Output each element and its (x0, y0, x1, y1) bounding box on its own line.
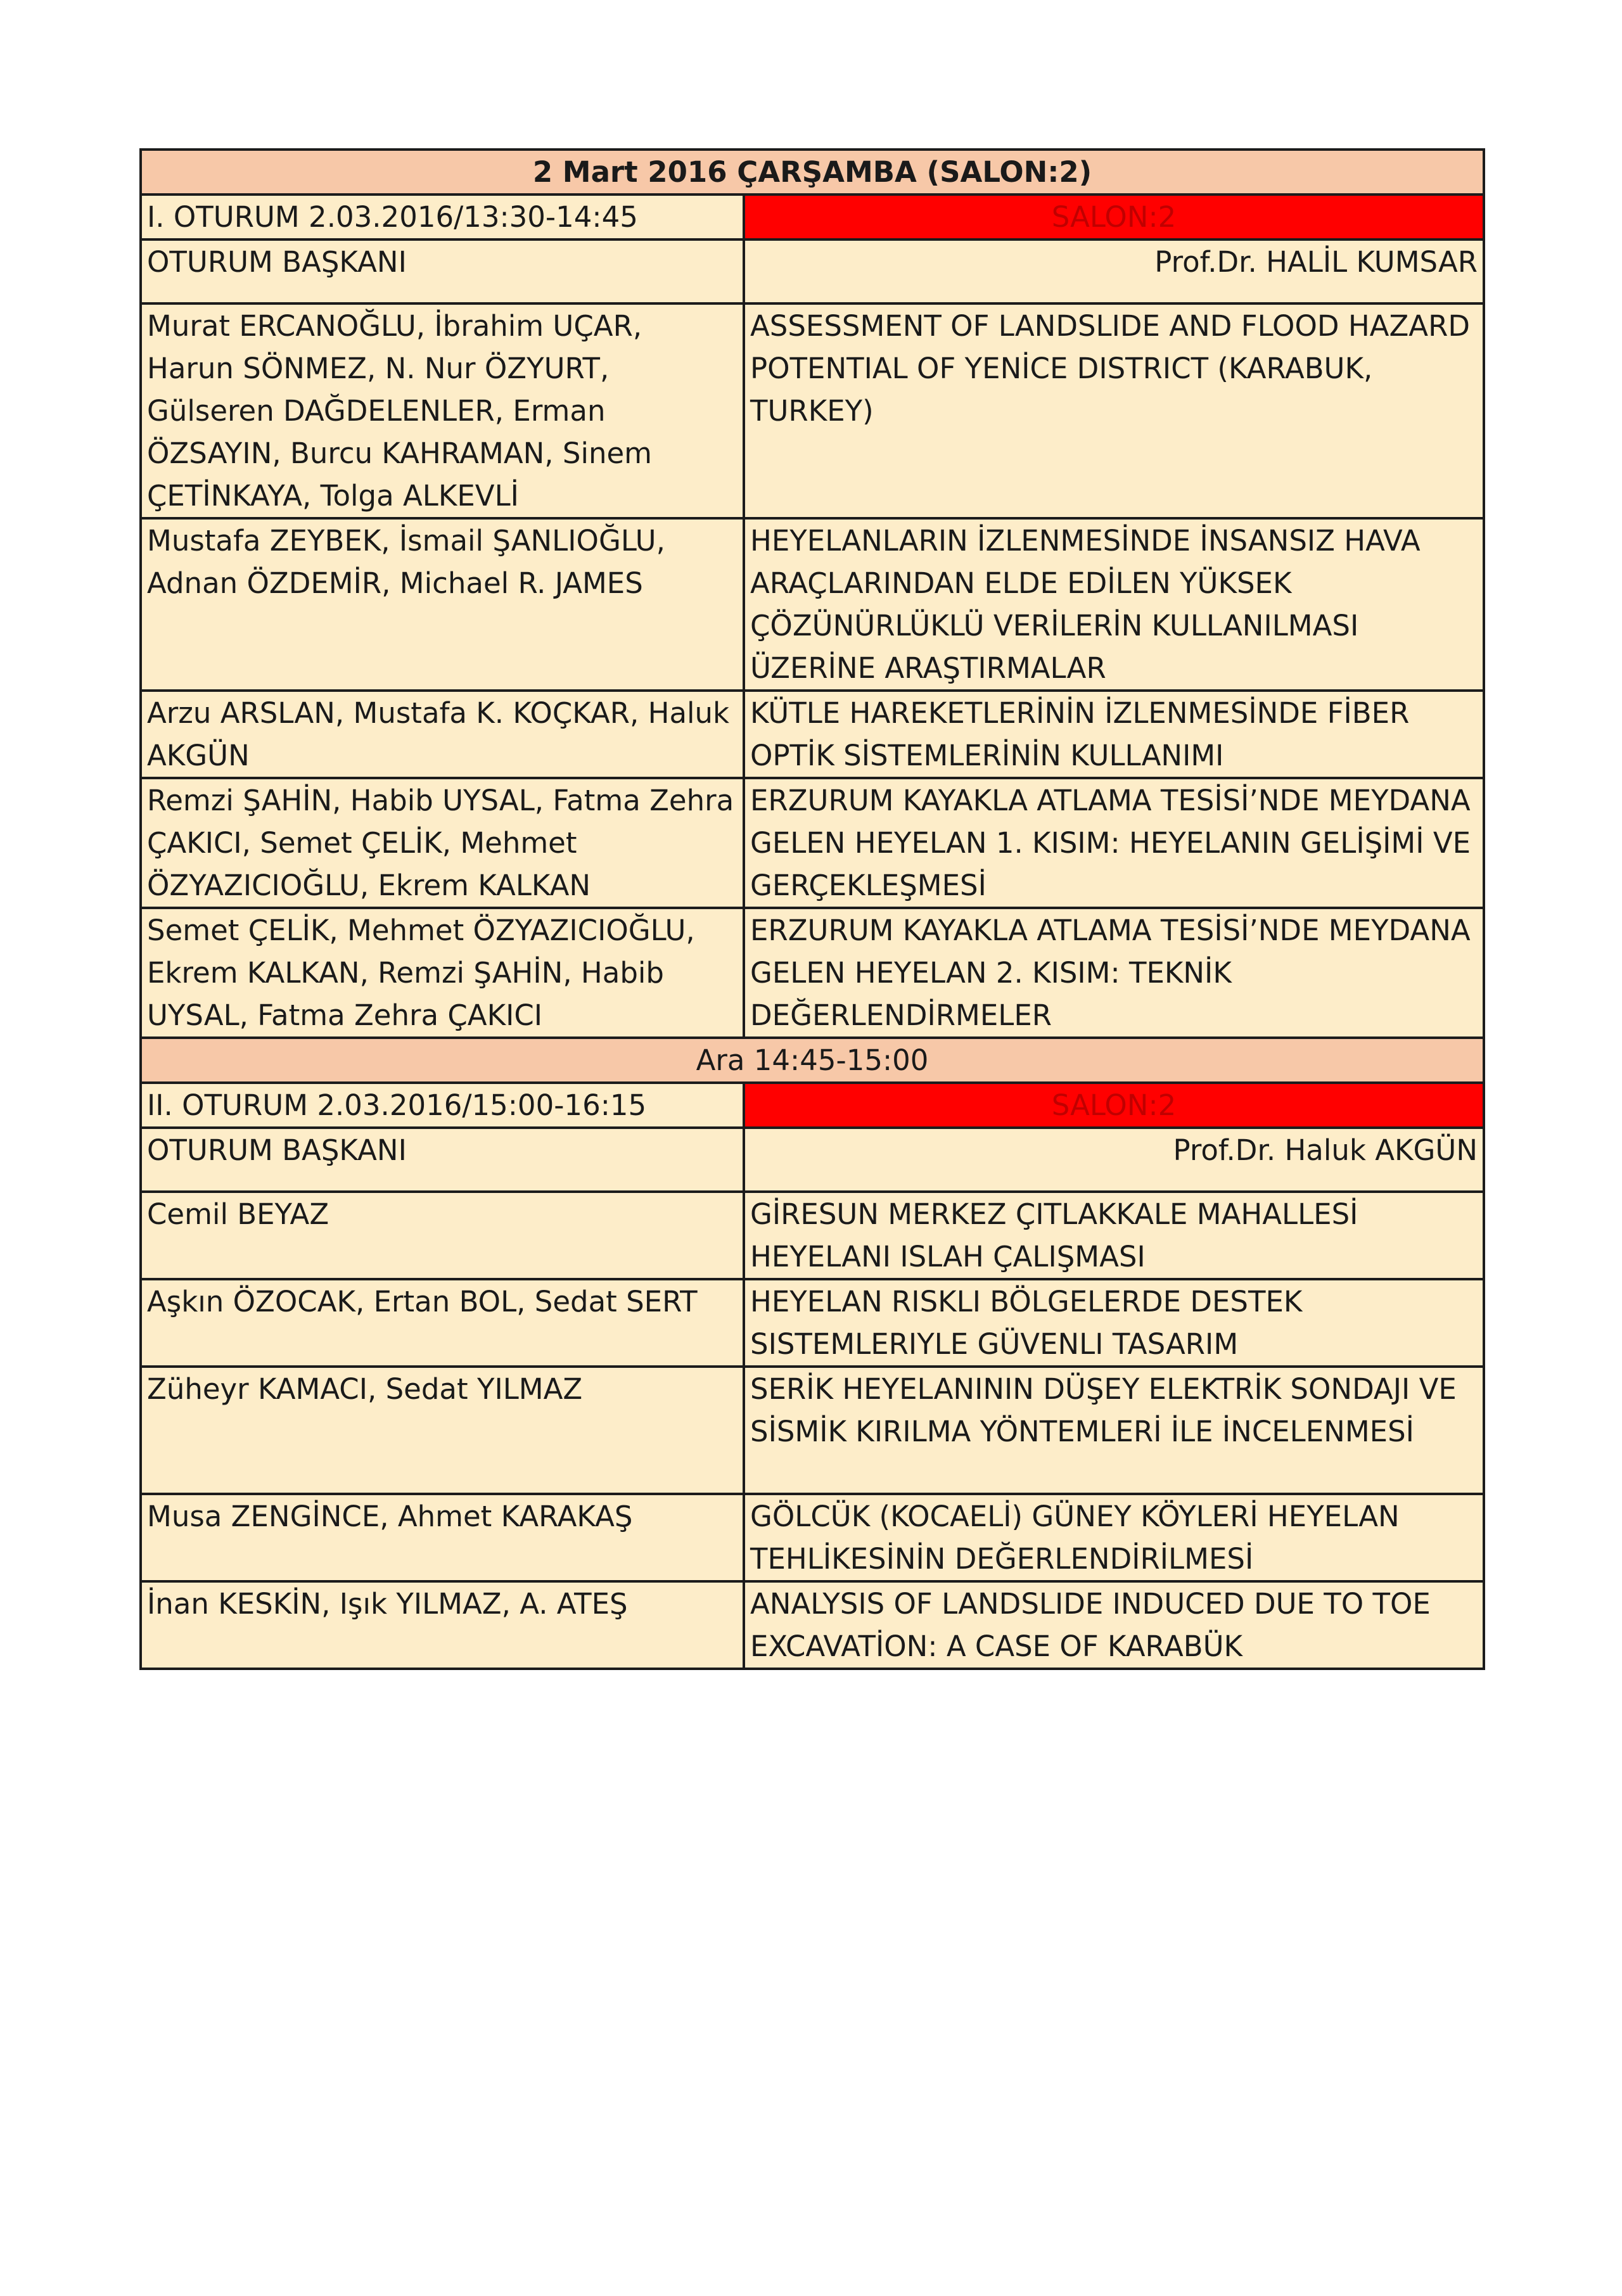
day-title: 2 Mart 2016 ÇARŞAMBA (SALON:2) (141, 150, 1484, 195)
paper-title: ASSESSMENT OF LANDSLIDE AND FLOOD HAZARD POTENTIAL OF YENİCE DISTRICT (KARABUK, TURKEY) (744, 303, 1484, 518)
paper-authors: İnan KESKİN, Işık YILMAZ, A. ATEŞ (141, 1581, 744, 1669)
paper-title: SERİK HEYELANININ DÜŞEY ELEKTRİK SONDAJI VE SİSMİK KIRILMA YÖNTEMLERİ İLE İNCELENMESİ (744, 1367, 1484, 1494)
session-1-title: I. OTURUM 2.03.2016/13:30-14:45 (141, 195, 744, 239)
paper-row (141, 908, 1484, 1038)
paper-row (141, 1367, 1484, 1494)
session-2-chair-name: Prof.Dr. Haluk AKGÜN (744, 1128, 1484, 1192)
paper-title: ANALYSIS OF LANDSLIDE INDUCED DUE TO TOE EXCAVATİON: A CASE OF KARABÜK (744, 1581, 1484, 1669)
schedule-table (139, 148, 1485, 1670)
session-2-title: II. OTURUM 2.03.2016/15:00-16:15 (141, 1083, 744, 1128)
break-label: Ara 14:45-15:00 (141, 1038, 1484, 1083)
paper-title: GİRESUN MERKEZ ÇITLAKKALE MAHALLESİ HEYELANI ISLAH ÇALIŞMASI (744, 1192, 1484, 1279)
paper-authors: Semet ÇELİK, Mehmet ÖZYAZICIOĞLU, Ekrem KALKAN, Remzi ŞAHİN, Habib UYSAL, Fatma Zehra ÇAKICI (141, 908, 744, 1038)
break-row (141, 1038, 1484, 1083)
paper-row (141, 778, 1484, 908)
paper-authors: Aşkın ÖZOCAK, Ertan BOL, Sedat SERT (141, 1279, 744, 1367)
session-1-chair-name: Prof.Dr. HALİL KUMSAR (744, 239, 1484, 303)
paper-title: HEYELANLARIN İZLENMESİNDE İNSANSIZ HAVA ARAÇLARINDAN ELDE EDİLEN YÜKSEK ÇÖZÜNÜRLÜKLÜ VERİLERİN KULLANILMASI ÜZERİNE ARAŞTIRMALAR (744, 518, 1484, 691)
paper-title: ERZURUM KAYAKLA ATLAMA TESİSİ’NDE MEYDANA GELEN HEYELAN 1. KISIM: HEYELANIN GELİŞİMİ VE GERÇEKLEŞMESİ (744, 778, 1484, 908)
session-2-header-row (141, 1083, 1484, 1128)
paper-row (141, 1192, 1484, 1279)
paper-authors: Murat ERCANOĞLU, İbrahim UÇAR, Harun SÖNMEZ, N. Nur ÖZYURT, Gülseren DAĞDELENLER, Erman ÖZSAYIN, Burcu KAHRAMAN, Sinem ÇETİNKAYA, Tolga ALKEVLİ (141, 303, 744, 518)
paper-authors: Züheyr KAMACI, Sedat YILMAZ (141, 1367, 744, 1494)
paper-row (141, 1581, 1484, 1669)
day-header-row (141, 150, 1484, 195)
paper-authors: Musa ZENGİNCE, Ahmet KARAKAŞ (141, 1494, 744, 1581)
paper-title: KÜTLE HAREKETLERİNİN İZLENMESİNDE FİBER OPTİK SİSTEMLERİNİN KULLANIMI (744, 691, 1484, 778)
paper-row (141, 691, 1484, 778)
session-2-chair-label: OTURUM BAŞKANI (141, 1128, 744, 1192)
session-1-chair-row (141, 239, 1484, 303)
session-2-salon: SALON:2 (744, 1083, 1484, 1128)
paper-row (141, 1279, 1484, 1367)
paper-row (141, 1494, 1484, 1581)
paper-authors: Remzi ŞAHİN, Habib UYSAL, Fatma Zehra ÇAKICI, Semet ÇELİK, Mehmet ÖZYAZICIOĞLU, Ekrem KALKAN (141, 778, 744, 908)
paper-authors: Arzu ARSLAN, Mustafa K. KOÇKAR, Haluk AKGÜN (141, 691, 744, 778)
paper-title: GÖLCÜK (KOCAELİ) GÜNEY KÖYLERİ HEYELAN TEHLİKESİNİN DEĞERLENDİRİLMESİ (744, 1494, 1484, 1581)
session-2-chair-row (141, 1128, 1484, 1192)
session-1-header-row (141, 195, 1484, 239)
paper-authors: Mustafa ZEYBEK, İsmail ŞANLIOĞLU, Adnan ÖZDEMİR, Michael R. JAMES (141, 518, 744, 691)
paper-row (141, 518, 1484, 691)
session-1-chair-label: OTURUM BAŞKANI (141, 239, 744, 303)
paper-authors: Cemil BEYAZ (141, 1192, 744, 1279)
session-1-salon: SALON:2 (744, 195, 1484, 239)
paper-title: ERZURUM KAYAKLA ATLAMA TESİSİ’NDE MEYDANA GELEN HEYELAN 2. KISIM: TEKNİK DEĞERLENDİRMELER (744, 908, 1484, 1038)
paper-row (141, 303, 1484, 518)
paper-title: HEYELAN RISKLI BÖLGELERDE DESTEK SISTEMLERIYLE GÜVENLI TASARIM (744, 1279, 1484, 1367)
